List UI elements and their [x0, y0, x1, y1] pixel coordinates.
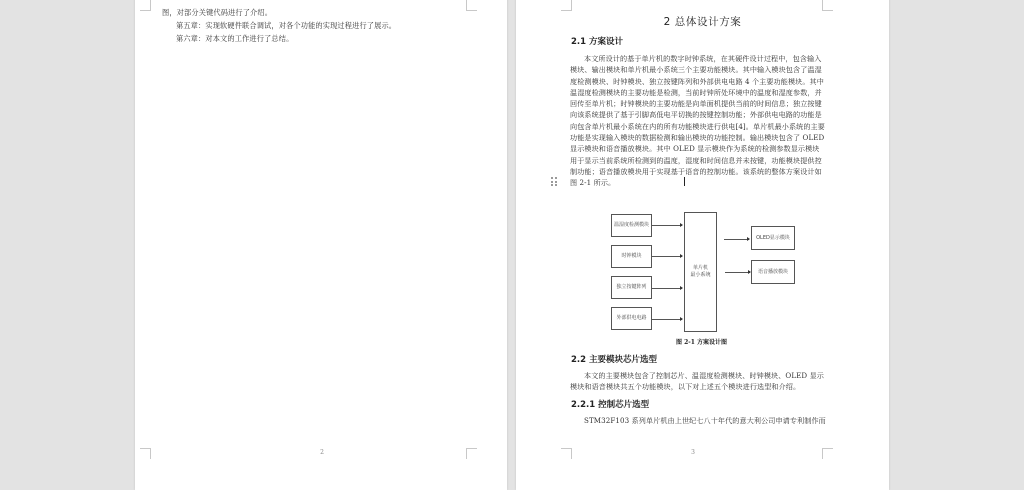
figure-2-1-block-diagram[interactable]	[605, 210, 805, 335]
block-clock-module: 时钟模块	[611, 245, 652, 268]
paragraph-line: 显示模块和语音播放模块。其中 OLED 显示模块作为系统的检测参数显示模块	[570, 144, 820, 154]
text-line[interactable]: 图，对部分关键代码进行了介绍。	[162, 8, 273, 17]
margin-corner-top-left	[140, 0, 151, 11]
margin-corner-bottom-right	[822, 448, 833, 459]
margin-corner-bottom-left	[140, 448, 151, 459]
paragraph-line: 向包含单片机最小系统在内的所有功能模块进行供电[4]。单片机最小系统的主要	[570, 121, 825, 131]
arrow-right-icon	[724, 239, 749, 240]
margin-corner-top-left	[561, 0, 572, 11]
paragraph-line: 本文所设计的基于单片机的数字时钟系统，在其硬件设计过程中，包含输入	[584, 54, 822, 63]
paragraph-2-1[interactable]	[570, 53, 832, 189]
paragraph-line: 本文的主要模块包含了控制芯片、温湿度检测模块、时钟模块、OLED 显示	[584, 371, 824, 380]
text-line[interactable]: 第六章：对本文的工作进行了总结。	[176, 34, 294, 43]
arrow-right-icon	[652, 319, 682, 320]
paragraph-line: 制功能；语音播放模块用于实现基于语音的控制功能。该系统的整体方案设计如	[570, 166, 822, 176]
paragraph-line: STM32F103 系列单片机由上世纪七八十年代的意大利公司申请专利制作而	[584, 416, 826, 425]
paragraph-line: 度检测模块、时钟模块、独立按键阵列和外部供电电路 4 个主要功能模块。其中	[570, 76, 824, 86]
section-heading-2-2[interactable]: 2.2 主要模块芯片选型	[571, 355, 658, 365]
block-power-supply: 外部供电电路	[611, 307, 652, 330]
margin-corner-top-right	[822, 0, 833, 11]
arrow-right-icon	[725, 272, 750, 273]
paragraph-line: 用于显示当前系统所检测到的温度，湿度和时间信息并未按键，功能模块提供控	[570, 155, 822, 165]
chapter-title[interactable]: 2 总体设计方案	[663, 16, 742, 28]
block-voice-playback: 语音播放模块	[751, 260, 795, 284]
section-heading-2-2-1[interactable]: 2.2.1 控制芯片选型	[571, 400, 650, 410]
block-label: 单片机	[692, 265, 708, 271]
page-number: 2	[320, 449, 324, 456]
paragraph-line: 模块和语音模块共五个功能模块，以下对上述五个模块进行选型和介绍。	[570, 382, 801, 392]
paragraph-2-2-1[interactable]	[570, 415, 832, 426]
arrow-right-icon	[652, 225, 682, 226]
block-key-array: 独立按键阵列	[611, 276, 652, 299]
block-temp-humidity-module: 温湿度检测模块	[611, 214, 652, 237]
document-page-2	[135, 0, 507, 490]
figure-caption: 图 2-1 方案设计图	[676, 339, 728, 346]
block-oled-display: OLED显示模块	[751, 226, 795, 250]
paragraph-drag-handle-icon[interactable]	[551, 177, 557, 187]
paragraph-line: 功能是实现输入模块的数据检测和输出模块的功能控制。输出模块包含了 OLED	[570, 133, 825, 143]
paragraph-2-2[interactable]	[570, 370, 832, 393]
block-mcu-minimum-system	[684, 212, 717, 332]
margin-corner-top-right	[466, 0, 477, 11]
margin-corner-bottom-left	[561, 448, 572, 459]
text-cursor	[684, 177, 685, 186]
block-label: 最小系统	[690, 272, 711, 278]
page-number: 3	[691, 449, 695, 456]
arrow-right-icon	[652, 256, 682, 257]
paragraph-line: 向该系统提供了基于引脚高低电平切换的按键控制功能；外部供电电路的功能是	[570, 110, 822, 120]
arrow-right-icon	[652, 288, 682, 289]
text-line[interactable]: 第五章：实现软硬件联合调试，对各个功能的实现过程进行了展示。	[176, 21, 397, 30]
paragraph-line: 温湿度检测模块的主要功能是检测，当前时钟所处环境中的温度和湿度参数，并	[570, 87, 822, 97]
paragraph-line: 图 2-1 所示。	[570, 178, 616, 188]
section-heading-2-1[interactable]: 2.1 方案设计	[571, 37, 624, 47]
margin-corner-bottom-right	[466, 448, 477, 459]
paragraph-line: 回传至单片机；时钟模块的主要功能是向单面机提供当前的时间信息；独立按键	[570, 99, 822, 109]
paragraph-line: 模块、输出模块和单片机最小系统三个主要功能模块。其中输入模块包含了温湿	[570, 65, 822, 75]
